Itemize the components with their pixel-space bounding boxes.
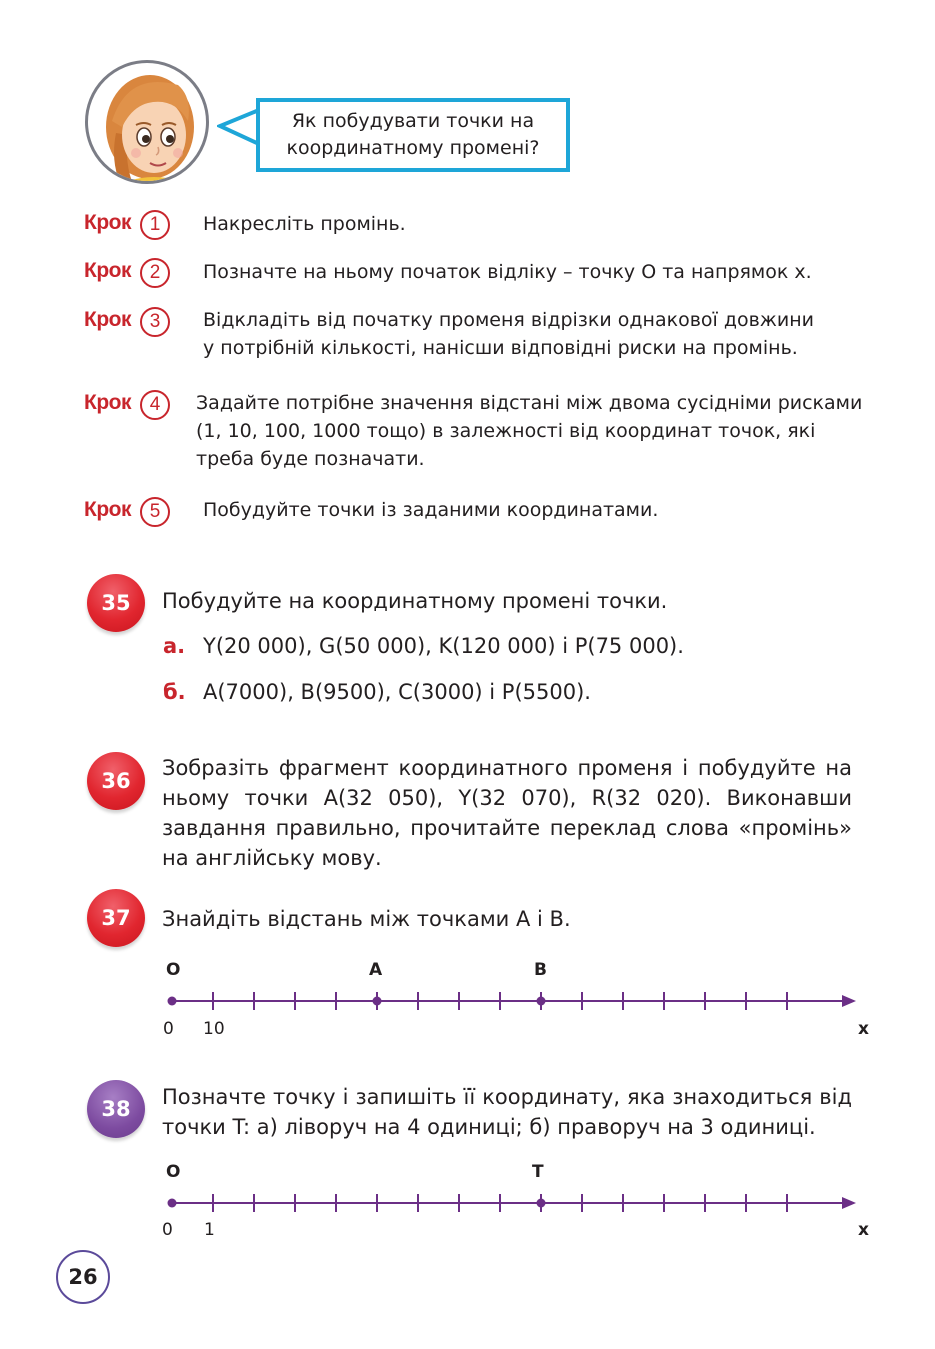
task-35-b-text: A(7000), B(9500), C(3000) і P(5500). <box>203 680 591 704</box>
step-5-text: Побудуйте точки із заданими координатами. <box>203 499 659 521</box>
step-2-number: 2 <box>140 258 170 288</box>
girl-avatar-icon <box>88 63 209 184</box>
step-2-text: Позначте на ньому початок відліку – точку О та напрямок x. <box>203 261 812 283</box>
axis-38-point-t-label: T <box>532 1162 544 1182</box>
task-35-text: Побудуйте на координатному промені точки. <box>162 589 668 613</box>
girl-avatar <box>85 60 209 184</box>
axis-38-origin-label: O <box>166 1162 181 1182</box>
step-4-label: Крок <box>84 391 131 414</box>
step-5-label: Крок <box>84 498 131 521</box>
step-5-number: 5 <box>140 497 170 527</box>
axis-38-tick-label-0: 0 <box>162 1220 173 1240</box>
step-4-text: Задайте потрібне значення відстані між двома сусідніми рисками (1, 10, 100, 1000 тощо) в залежності від координат точок, які треба буде позначати. <box>196 392 863 470</box>
step-1-text: Накресліть промінь. <box>203 213 406 235</box>
axis-37-arrow-icon <box>842 995 856 1007</box>
axis-37-point-dot <box>537 997 546 1006</box>
task-36-text: Зобразіть фрагмент координатного променя і побудуйте на ньому точки A(32 050), Y(32 070), R(32 020). Виконавши завдання правильно, прочитайте переклад слова «промінь» на англійську мову. <box>162 756 852 870</box>
axis-37-point-a-label: A <box>369 960 383 980</box>
step-4-number: 4 <box>140 390 170 420</box>
task-37-text: Знайдіть відстань між точками A і B. <box>162 907 571 931</box>
task-38-text: Позначте точку і запишіть її координату, яка знаходиться від точки T: а) ліворуч на 4 одиниці; б) праворуч на 3 одиниці. <box>162 1085 852 1139</box>
speech-bubble-tail <box>217 104 261 152</box>
axis-37-ray <box>160 988 860 1014</box>
speech-bubble: Як побудувати точки на координатному промені? <box>256 98 570 172</box>
axis-37-point-dot <box>373 997 382 1006</box>
axis-38-ray <box>160 1190 860 1216</box>
axis-37-tick-label-1: 10 <box>203 1019 225 1039</box>
task-35-a-text: Y(20 000), G(50 000), K(120 000) і P(75 000). <box>203 634 684 658</box>
axis-38-point-dot <box>537 1199 546 1208</box>
task-36-badge: 36 <box>87 752 145 810</box>
axis-38-point-dot <box>168 1199 177 1208</box>
task-38-badge: 38 <box>87 1080 145 1138</box>
task-37-badge: 37 <box>87 889 145 947</box>
step-3-number: 3 <box>140 307 170 337</box>
axis-38-tick-label-1: 1 <box>204 1220 215 1240</box>
axis-37-tick-label-0: 0 <box>163 1019 174 1039</box>
task-35-a-letter: а. <box>163 634 186 658</box>
axis-37-point-b-label: B <box>534 960 547 980</box>
axis-37-point-dot <box>168 997 177 1006</box>
step-2-label: Крок <box>84 259 131 282</box>
axis-38-x-label: x <box>858 1220 869 1240</box>
axis-37-x-label: x <box>858 1019 869 1039</box>
step-1-label: Крок <box>84 211 131 234</box>
task-35-b-letter: б. <box>163 680 186 704</box>
task-35-badge: 35 <box>87 574 145 632</box>
step-3-text: Відкладіть від початку променя відрізки однакової довжини у потрібній кількості, нанісши відповідні риски на промінь. <box>203 309 815 359</box>
step-3-label: Крок <box>84 308 131 331</box>
axis-38-arrow-icon <box>842 1197 856 1209</box>
step-1-number: 1 <box>140 210 170 240</box>
axis-37-origin-label: O <box>166 960 181 980</box>
page-number: 26 <box>56 1250 110 1304</box>
